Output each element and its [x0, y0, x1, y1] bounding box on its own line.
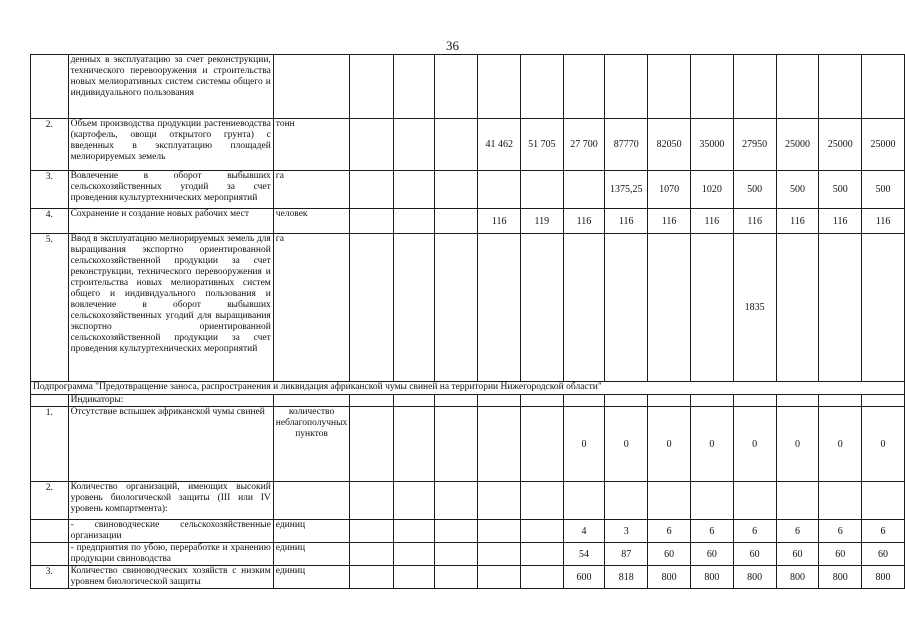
- value-cell: 60: [690, 543, 733, 566]
- value-cell: 6: [862, 520, 905, 543]
- unit-cell: единиц: [273, 520, 349, 543]
- value-cell: [776, 482, 819, 520]
- value-cell: [521, 407, 564, 482]
- value-cell: [435, 234, 478, 382]
- value-cell: 800: [733, 566, 776, 589]
- value-cell: 800: [690, 566, 733, 589]
- value-cell: 500: [862, 171, 905, 209]
- value-cell: [521, 520, 564, 543]
- row-number: 2.: [31, 482, 69, 520]
- value-cell: [350, 395, 393, 407]
- value-cell: 116: [605, 209, 648, 234]
- subprogram-title: Подпрограмма "Предотвращение заноса, распространения и ликвидация африканской чумы свиней на территории Нижегородской области": [31, 382, 905, 395]
- page-number: 36: [446, 38, 459, 53]
- value-cell: 800: [776, 566, 819, 589]
- subprogram-title-row: [31, 382, 905, 395]
- value-cell: 60: [648, 543, 691, 566]
- value-cell: 51 705: [521, 119, 564, 171]
- value-cell: 27950: [733, 119, 776, 171]
- value-cell: 500: [733, 171, 776, 209]
- value-cell: 35000: [690, 119, 733, 171]
- value-cell: [862, 482, 905, 520]
- value-cell: 54: [563, 543, 605, 566]
- value-cell: [435, 566, 478, 589]
- value-cell: 500: [819, 171, 862, 209]
- value-cell: 87: [605, 543, 648, 566]
- row-number: [31, 395, 69, 407]
- value-cell: 600: [563, 566, 605, 589]
- table-row: [31, 482, 905, 520]
- value-cell: 25000: [862, 119, 905, 171]
- table-row: [31, 407, 905, 482]
- value-cell: [521, 234, 564, 382]
- table-row: [31, 209, 905, 234]
- value-cell: [690, 395, 733, 407]
- indicator-name: Сохранение и создание новых рабочих мест: [68, 209, 273, 234]
- value-cell: [478, 55, 521, 119]
- value-cell: [435, 171, 478, 209]
- indicator-name: денных в эксплуатацию за счет реконструкции, технического перевооружения и строительства новых мелиоративных систем системы общего и индивидуального пользования: [68, 55, 273, 119]
- row-number: 1.: [31, 407, 69, 482]
- value-cell: [435, 55, 478, 119]
- value-cell: 25000: [819, 119, 862, 171]
- value-cell: [393, 171, 434, 209]
- value-cell: [350, 566, 393, 589]
- value-cell: [605, 482, 648, 520]
- value-cell: [605, 395, 648, 407]
- value-cell: 0: [605, 407, 648, 482]
- value-cell: [435, 395, 478, 407]
- value-cell: [521, 395, 564, 407]
- value-cell: 1375,25: [605, 171, 648, 209]
- row-number: 5.: [31, 234, 69, 382]
- value-cell: 6: [776, 520, 819, 543]
- table-row: [31, 171, 905, 209]
- value-cell: 119: [521, 209, 564, 234]
- value-cell: [648, 234, 691, 382]
- value-cell: [393, 55, 434, 119]
- value-cell: 818: [605, 566, 648, 589]
- row-number: 3.: [31, 171, 69, 209]
- value-cell: [478, 543, 521, 566]
- unit-cell: единиц: [273, 566, 349, 589]
- row-number: [31, 55, 69, 119]
- value-cell: 116: [862, 209, 905, 234]
- unit-cell: единиц: [273, 543, 349, 566]
- value-cell: 6: [733, 520, 776, 543]
- row-number: [31, 543, 69, 566]
- value-cell: [273, 55, 349, 119]
- value-cell: [435, 209, 478, 234]
- value-cell: 0: [819, 407, 862, 482]
- unit-cell: человек: [273, 209, 349, 234]
- value-cell: 800: [819, 566, 862, 589]
- table-row: [31, 55, 905, 119]
- value-cell: 0: [648, 407, 691, 482]
- value-cell: 1020: [690, 171, 733, 209]
- unit-cell: [273, 482, 349, 520]
- value-cell: 0: [563, 407, 605, 482]
- table-row: [31, 566, 905, 589]
- value-cell: 116: [819, 209, 862, 234]
- value-cell: [862, 395, 905, 407]
- value-cell: [478, 482, 521, 520]
- value-cell: [435, 520, 478, 543]
- table-row: [31, 234, 905, 382]
- value-cell: [393, 482, 434, 520]
- indicator-name: Отсутствие вспышек африканской чумы свиней: [68, 407, 273, 482]
- value-cell: [733, 482, 776, 520]
- value-cell: [435, 119, 478, 171]
- value-cell: [350, 520, 393, 543]
- value-cell: 60: [819, 543, 862, 566]
- value-cell: 500: [776, 171, 819, 209]
- value-cell: 116: [776, 209, 819, 234]
- indicator-name: Вовлечение в оборот выбывших сельскохозяйственных угодий за счет проведения культуртехнических мероприятий: [68, 171, 273, 209]
- value-cell: 116: [478, 209, 521, 234]
- value-cell: [521, 171, 564, 209]
- value-cell: [350, 482, 393, 520]
- value-cell: [690, 482, 733, 520]
- value-cell: 0: [776, 407, 819, 482]
- value-cell: [478, 395, 521, 407]
- value-cell: [350, 543, 393, 566]
- table-row: [31, 520, 905, 543]
- value-cell: 27 700: [563, 119, 605, 171]
- value-cell: [733, 55, 776, 119]
- value-cell: 116: [648, 209, 691, 234]
- row-number: 3.: [31, 566, 69, 589]
- value-cell: 800: [862, 566, 905, 589]
- value-cell: [478, 234, 521, 382]
- value-cell: [478, 566, 521, 589]
- value-cell: [819, 482, 862, 520]
- unit-cell: тонн: [273, 119, 349, 171]
- value-cell: [478, 171, 521, 209]
- value-cell: 1070: [648, 171, 691, 209]
- table-row: [31, 543, 905, 566]
- indicators-label: Индикаторы:: [68, 395, 273, 407]
- value-cell: [478, 407, 521, 482]
- value-cell: [478, 520, 521, 543]
- indicator-name: Ввод в эксплуатацию мелиорируемых земель для выращивания экспортно ориентированной сельскохозяйственной продукции за счет реконструкции, технического перевооружения и строительства новых мелиоративных систем общего и индивидуального пользования и вовлечение в оборот выбывших сельскохозяйственных угодий для выращивания экспортно ориентированной сельскохозяйственной продукции за счет проведения культуртехнических мероприятий: [68, 234, 273, 382]
- value-cell: [819, 234, 862, 382]
- value-cell: 6: [648, 520, 691, 543]
- value-cell: 0: [690, 407, 733, 482]
- value-cell: [648, 55, 691, 119]
- value-cell: [776, 395, 819, 407]
- unit-cell: га: [273, 234, 349, 382]
- indicators-table: [30, 54, 905, 589]
- indicator-name: Количество свиноводческих хозяйств с низким уровнем биологической защиты: [68, 566, 273, 589]
- value-cell: 60: [776, 543, 819, 566]
- value-cell: 116: [733, 209, 776, 234]
- value-cell: [563, 395, 605, 407]
- unit-cell: количество неблагополучных пунктов: [273, 407, 349, 482]
- table-row: [31, 119, 905, 171]
- value-cell: [393, 395, 434, 407]
- value-cell: 25000: [776, 119, 819, 171]
- value-cell: [393, 234, 434, 382]
- value-cell: 6: [690, 520, 733, 543]
- value-cell: 41 462: [478, 119, 521, 171]
- value-cell: [776, 234, 819, 382]
- value-cell: [350, 55, 393, 119]
- indicator-name: Количество организаций, имеющих высокий уровень биологической защиты (III или IV уровень компартмента):: [68, 482, 273, 520]
- value-cell: 0: [862, 407, 905, 482]
- value-cell: [350, 234, 393, 382]
- value-cell: 60: [862, 543, 905, 566]
- value-cell: [393, 566, 434, 589]
- value-cell: [393, 209, 434, 234]
- value-cell: [733, 395, 776, 407]
- value-cell: [435, 543, 478, 566]
- value-cell: [819, 55, 862, 119]
- value-cell: [393, 407, 434, 482]
- value-cell: 3: [605, 520, 648, 543]
- value-cell: [819, 395, 862, 407]
- unit-cell: га: [273, 171, 349, 209]
- value-cell: [521, 55, 564, 119]
- value-cell: 82050: [648, 119, 691, 171]
- value-cell: [648, 395, 691, 407]
- indicators-label-row: [31, 395, 905, 407]
- value-cell: [776, 55, 819, 119]
- value-cell: [393, 119, 434, 171]
- value-cell: [393, 520, 434, 543]
- value-cell: [690, 55, 733, 119]
- value-cell: [350, 171, 393, 209]
- value-cell: [350, 407, 393, 482]
- value-cell: 800: [648, 566, 691, 589]
- value-cell: 6: [819, 520, 862, 543]
- value-cell: [862, 234, 905, 382]
- value-cell: [435, 482, 478, 520]
- value-cell: [393, 543, 434, 566]
- value-cell: [690, 234, 733, 382]
- value-cell: [521, 566, 564, 589]
- value-cell: 60: [733, 543, 776, 566]
- value-cell: 4: [563, 520, 605, 543]
- row-number: 2.: [31, 119, 69, 171]
- value-cell: 116: [563, 209, 605, 234]
- value-cell: 87770: [605, 119, 648, 171]
- value-cell: [605, 234, 648, 382]
- value-cell: [350, 119, 393, 171]
- row-number: [31, 520, 69, 543]
- value-cell: [521, 543, 564, 566]
- value-cell: 116: [690, 209, 733, 234]
- indicator-name: - предприятия по убою, переработке и хранению продукции свиноводства: [68, 543, 273, 566]
- value-cell: [350, 209, 393, 234]
- value-cell: [648, 482, 691, 520]
- indicator-name: - свиноводческие сельскохозяйственные организации: [68, 520, 273, 543]
- value-cell: [435, 407, 478, 482]
- indicator-name: Объем производства продукции растениеводства (картофель, овощи открытого грунта) с введенных в эксплуатацию площадей мелиорируемых земель: [68, 119, 273, 171]
- row-number: 4.: [31, 209, 69, 234]
- value-cell: [521, 482, 564, 520]
- value-cell: [563, 55, 605, 119]
- value-cell: [563, 482, 605, 520]
- value-cell: [273, 395, 349, 407]
- value-cell: [563, 171, 605, 209]
- value-cell: 0: [733, 407, 776, 482]
- value-cell: [563, 234, 605, 382]
- value-cell: [605, 55, 648, 119]
- value-cell: [862, 55, 905, 119]
- value-cell: 1835: [733, 234, 776, 382]
